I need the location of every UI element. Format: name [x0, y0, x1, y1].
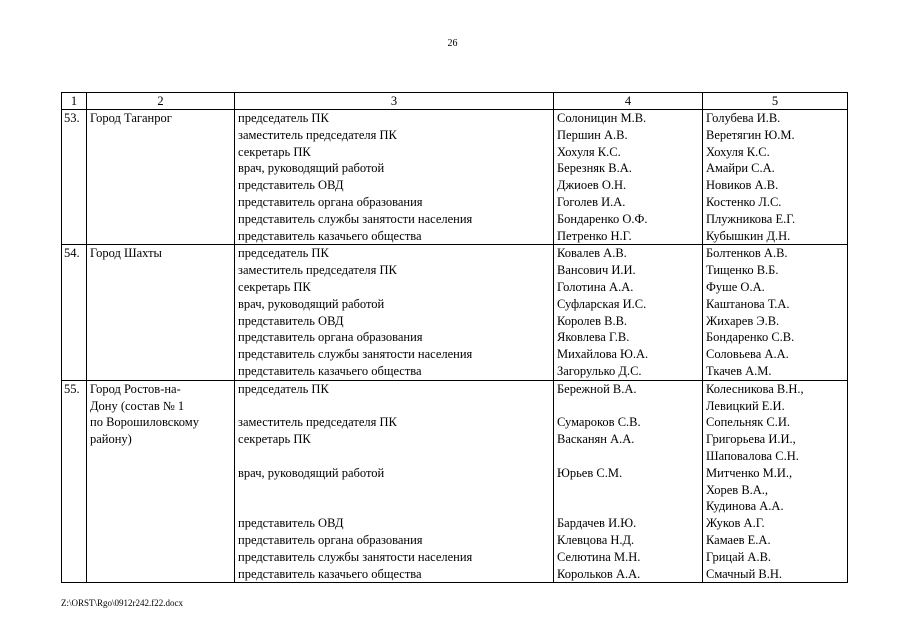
alternate-member-line: Каштанова Т.А. — [706, 296, 790, 311]
primary-member-line: Гоголев И.А. — [557, 194, 626, 209]
role-line: заместитель председателя ПК — [238, 415, 397, 430]
row-number: 53. — [64, 111, 80, 125]
alternate-member-cell — [703, 110, 848, 245]
alternate-member-line: Тищенко В.Б. — [706, 263, 779, 278]
document-table-container — [61, 92, 848, 583]
alternate-member-cell — [703, 245, 848, 380]
row-number: 54. — [64, 246, 80, 261]
alternate-member-line: Кудинова А.А. — [706, 499, 784, 514]
primary-member-line: Сумароков С.В. — [557, 415, 641, 430]
column-header-primary-member: 4 — [554, 93, 703, 110]
primary-member-line: Бондаренко О.Ф. — [557, 211, 648, 226]
role-cell — [235, 380, 554, 583]
role-line: представитель службы занятости населения — [238, 211, 473, 226]
role-line: секретарь ПК — [238, 144, 311, 159]
alternate-member-line: Болтенков А.В. — [706, 246, 788, 261]
role-line: врач, руководящий работой — [238, 296, 385, 311]
table-header-row — [62, 93, 848, 110]
primary-member-line: Голотина А.А. — [557, 279, 634, 294]
primary-member-line: Юрьев С.М. — [557, 465, 623, 480]
alternate-member-line: Костенко Л.С. — [706, 194, 782, 209]
primary-member-line: Вансович И.И. — [557, 263, 636, 278]
role-line: председатель ПК — [238, 111, 329, 125]
role-line: врач, руководящий работой — [238, 161, 385, 176]
alternate-member-cell — [703, 380, 848, 583]
alternate-member-line: Ткачев А.М. — [706, 363, 772, 378]
column-header-alternate-member: 5 — [703, 93, 848, 110]
alternate-member-line: Соловьева А.А. — [706, 347, 789, 362]
primary-member-line: Бережной В.А. — [557, 381, 637, 396]
role-line: представитель органа образования — [238, 194, 423, 209]
primary-member-cell — [554, 245, 703, 380]
row-number: 55. — [64, 381, 80, 396]
primary-member-line — [557, 398, 699, 415]
place-name-line: Город Ростов-на- — [90, 381, 181, 396]
commission-composition-table — [61, 92, 848, 583]
role-line: секретарь ПК — [238, 279, 311, 294]
alternate-member-line: Хохуля К.С. — [706, 144, 770, 159]
role-line: представитель ОВД — [238, 178, 344, 193]
primary-member-line: Березняк В.А. — [557, 161, 632, 176]
row-number-cell — [62, 245, 87, 380]
role-line: заместитель председателя ПК — [238, 263, 397, 278]
primary-member-line: Джиоев О.Н. — [557, 178, 627, 193]
primary-member-line: Корольков А.А. — [557, 566, 641, 581]
primary-member-line — [557, 498, 699, 515]
role-line: представитель казачьего общества — [238, 566, 422, 581]
role-line: представитель ОВД — [238, 516, 344, 531]
alternate-member-line: Жихарев Э.В. — [706, 313, 780, 328]
document-file-path: Z:\ORST\Rgo\0912r242.f22.docx — [61, 598, 183, 608]
role-line: представитель ОВД — [238, 313, 344, 328]
role-line — [238, 398, 550, 415]
alternate-member-line: Колесникова В.Н., — [706, 381, 804, 396]
alternate-member-line: Бондаренко С.В. — [706, 330, 795, 345]
alternate-member-line: Веретягин Ю.М. — [706, 127, 795, 142]
alternate-member-line: Митченко М.И., — [706, 465, 793, 480]
primary-member-line: Першин А.В. — [557, 127, 628, 142]
role-line: председатель ПК — [238, 246, 329, 261]
role-line: представитель службы занятости населения — [238, 549, 473, 564]
table-row — [62, 110, 848, 245]
column-header-place: 2 — [87, 93, 235, 110]
primary-member-line: Суфларская И.С. — [557, 296, 647, 311]
primary-member-line: Бардачев И.Ю. — [557, 516, 637, 531]
alternate-member-line: Жуков А.Г. — [706, 516, 765, 531]
primary-member-line: Клевцова Н.Д. — [557, 532, 635, 547]
primary-member-line: Королев В.В. — [557, 313, 628, 328]
primary-member-line: Хохуля К.С. — [557, 144, 621, 159]
role-line: представитель органа образования — [238, 532, 423, 547]
primary-member-line: Михайлова Ю.А. — [557, 347, 649, 362]
role-line: представитель казачьего общества — [238, 228, 422, 243]
role-line — [238, 482, 550, 499]
alternate-member-line: Григорьева И.И., — [706, 432, 796, 447]
role-line: председатель ПК — [238, 381, 329, 396]
primary-member-cell — [554, 380, 703, 583]
place-cell — [87, 380, 235, 583]
row-number-cell — [62, 380, 87, 583]
page-number: 26 — [447, 38, 458, 49]
role-line: представитель органа образования — [238, 330, 423, 345]
primary-member-line: Петренко Н.Г. — [557, 228, 632, 243]
place-name-line: по Ворошиловскому — [90, 415, 199, 430]
role-line: заместитель председателя ПК — [238, 127, 397, 142]
alternate-member-line: Левицкий Е.И. — [706, 398, 785, 413]
place-name-line: району) — [90, 432, 132, 447]
role-line — [238, 498, 550, 515]
primary-member-line — [557, 448, 699, 465]
primary-member-line: Ковалев А.В. — [557, 246, 627, 261]
role-line — [238, 448, 550, 465]
alternate-member-line: Камаев Е.А. — [706, 532, 771, 547]
primary-member-line: Яковлева Г.В. — [557, 330, 630, 345]
primary-member-line: Васканян А.А. — [557, 432, 635, 447]
alternate-member-line: Плужникова Е.Г. — [706, 211, 796, 226]
alternate-member-line: Сопельняк С.И. — [706, 415, 791, 430]
role-cell — [235, 245, 554, 380]
place-cell — [87, 245, 235, 380]
table-row — [62, 380, 848, 583]
alternate-member-line: Новиков А.В. — [706, 178, 779, 193]
primary-member-line: Загорулько Д.С. — [557, 363, 642, 378]
alternate-member-line: Голубева И.В. — [706, 111, 781, 125]
place-name-line: Город Таганрог — [90, 111, 172, 125]
role-line: представитель казачьего общества — [238, 363, 422, 378]
alternate-member-line: Шаповалова С.Н. — [706, 448, 799, 463]
place-name-line: Дону (состав № 1 — [90, 398, 185, 413]
primary-member-line: Солоницин М.В. — [557, 111, 647, 125]
alternate-member-line: Грицай А.В. — [706, 549, 772, 564]
alternate-member-line: Хорев В.А., — [706, 482, 769, 497]
alternate-member-line: Кубышкин Д.Н. — [706, 228, 791, 243]
primary-member-cell — [554, 110, 703, 245]
alternate-member-line: Амайри С.А. — [706, 161, 775, 176]
role-line: врач, руководящий работой — [238, 465, 385, 480]
role-cell — [235, 110, 554, 245]
role-line: представитель службы занятости населения — [238, 347, 473, 362]
place-cell — [87, 110, 235, 245]
column-header-number: 1 — [62, 93, 87, 110]
row-number-cell — [62, 110, 87, 245]
primary-member-line — [557, 482, 699, 499]
role-line: секретарь ПК — [238, 432, 311, 447]
alternate-member-line: Смачный В.Н. — [706, 566, 783, 581]
place-name-line: Город Шахты — [90, 246, 162, 261]
table-row — [62, 245, 848, 380]
primary-member-line: Селютина М.Н. — [557, 549, 641, 564]
alternate-member-line: Фуше О.А. — [706, 279, 765, 294]
column-header-role: 3 — [235, 93, 554, 110]
